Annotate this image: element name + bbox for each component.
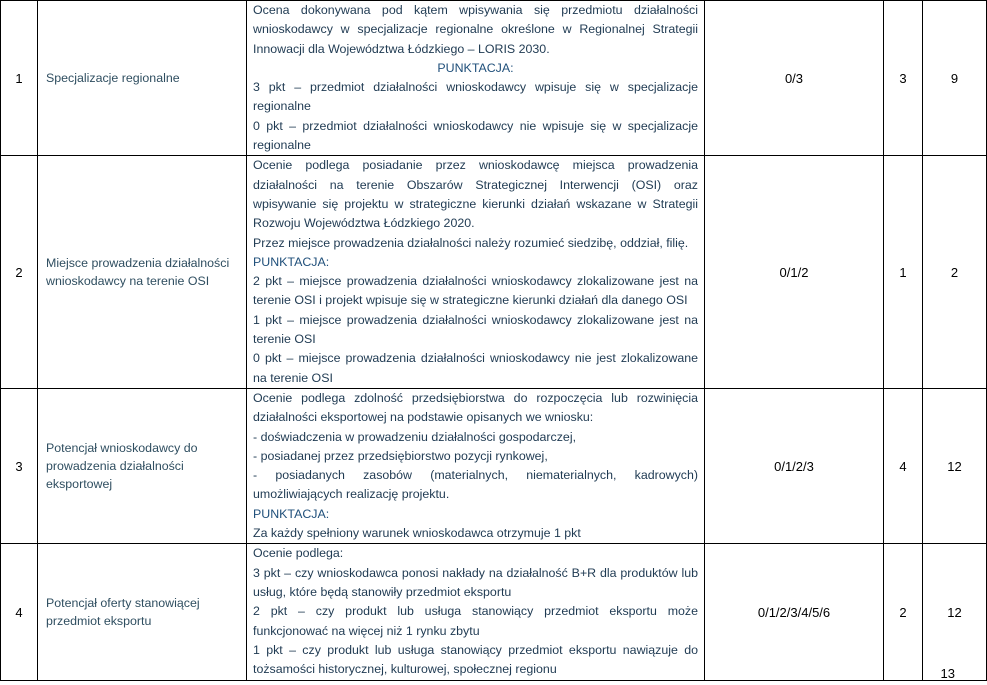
description-text: Ocenie podlega: — [253, 546, 344, 561]
description-text: 2 pkt – czy produkt lub usługa stanowiący przedmiot eksportu może funkcjonować na więcej niż 1 rynku zbytu — [253, 604, 698, 638]
points-scale: 0/1/2/3 — [705, 388, 884, 543]
scoring-heading: PUNKTACJA: — [253, 506, 330, 521]
description-text: - doświadczenia w prowadzeniu działalności gospodarczej, — [253, 429, 577, 444]
description-text: Ocena dokonywana pod kątem wpisywania się przedmiotu działalności wnioskodawcy w specjalizacje regionalne określone w Regionalnej Strategii Innowacji dla Województwa Łódzkiego – LORIS 2030. — [253, 3, 698, 56]
description-text: 2 pkt – miejsce prowadzenia działalności wnioskodawcy zlokalizowane jest na terenie OSI i projekt wpisuje się w strategiczne kierunki działań dla danego OSI — [253, 274, 698, 308]
description-text: - posiadanej przez przedsiębiorstwo pozycji rynkowej, — [253, 448, 548, 463]
points-scale: 0/1/2/3/4/5/6 — [705, 544, 884, 681]
description-text: 0 pkt – miejsce prowadzenia działalności wnioskodawcy nie jest zlokalizowane na terenie OSI — [253, 351, 698, 385]
row-number: 4 — [1, 544, 38, 681]
description-text: 3 pkt – przedmiot działalności wnioskodawcy wpisuje się w specjalizacje regionalne — [253, 80, 698, 114]
description-text: - posiadanych zasobów (materialnych, niematerialnych, kadrowych) umożliwiających realizację projektu. — [253, 468, 698, 502]
max-points: 12 — [923, 388, 987, 543]
criterion-name: Potencjał oferty stanowiącej przedmiot eksportu — [38, 544, 247, 681]
criterion-name: Potencjał wnioskodawcy do prowadzenia działalności eksportowej — [38, 388, 247, 543]
description-text: 3 pkt – czy wnioskodawca ponosi nakłady na działalność B+R dla produktów lub usług, które będą stanowiły przedmiot eksportu — [253, 565, 698, 599]
weight-value: 2 — [884, 544, 923, 681]
max-points: 12 — [923, 544, 987, 681]
criterion-name: Miejsce prowadzenia działalności wnioskodawcy na terenie OSI — [38, 156, 247, 389]
row-number: 2 — [1, 156, 38, 389]
row-number: 3 — [1, 388, 38, 543]
max-points: 9 — [923, 1, 987, 156]
criterion-description — [247, 156, 705, 389]
row-number: 1 — [1, 1, 38, 156]
table-row-4 — [1, 544, 987, 681]
description-text: Za każdy spełniony warunek wnioskodawca otrzymuje 1 pkt — [253, 526, 581, 541]
page-number: 13 — [940, 666, 955, 681]
table-row-3 — [1, 388, 987, 543]
scoring-heading: PUNKTACJA: — [437, 60, 514, 75]
criterion-description — [247, 1, 705, 156]
table-row-2 — [1, 156, 987, 389]
scoring-heading: PUNKTACJA: — [253, 254, 330, 269]
criterion-name: Specjalizacje regionalne — [38, 1, 247, 156]
weight-value: 1 — [884, 156, 923, 389]
description-text: Ocenie podlega posiadanie przez wnioskodawcę miejsca prowadzenia działalności na terenie Obszarów Strategicznej Interwencji (OSI) oraz wpisywanie się projektu w strategiczne kierunki działań wskazane w Strategii Rozwoju Województwa Łódzkiego 2020. — [253, 158, 698, 231]
description-text: Przez miejsce prowadzenia działalności należy rozumieć siedzibę, oddział, filię. — [253, 235, 689, 250]
points-scale: 0/1/2 — [705, 156, 884, 389]
points-scale: 0/3 — [705, 1, 884, 156]
description-text: 1 pkt – czy produkt lub usługa stanowiący przedmiot eksportu nawiązuje do tożsamości historycznej, kulturowej, społecznej regionu — [253, 642, 698, 677]
table-row-1 — [1, 1, 987, 156]
description-text: Ocenie podlega zdolność przedsiębiorstwa do rozpoczęcia lub rozwinięcia działalności eksportowej na podstawie opisanych we wniosku: — [253, 390, 698, 425]
criterion-description — [247, 544, 705, 681]
description-text: 1 pkt – miejsce prowadzenia działalności wnioskodawcy zlokalizowane jest na terenie OSI — [253, 312, 698, 347]
weight-value: 3 — [884, 1, 923, 156]
description-text: 0 pkt – przedmiot działalności wnioskodawcy nie wpisuje się w specjalizacje regionalne — [253, 118, 698, 153]
criterion-description — [247, 388, 705, 543]
max-points: 2 — [923, 156, 987, 389]
weight-value: 4 — [884, 388, 923, 543]
